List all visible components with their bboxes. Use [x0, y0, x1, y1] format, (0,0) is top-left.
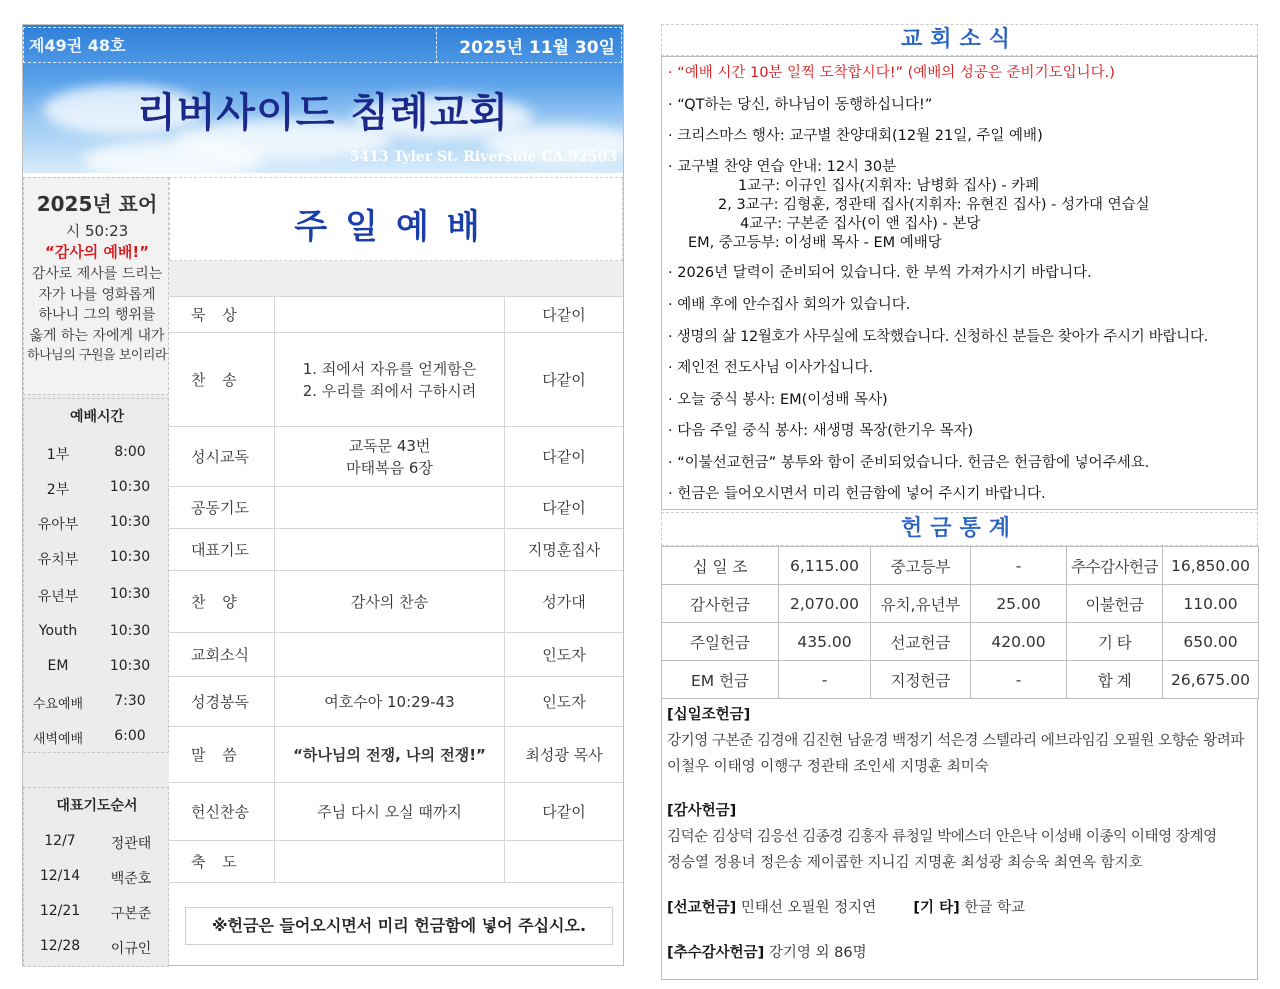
- practice-line: 1교구: 이규인 집사(지휘자: 남병화 집사) - 카페: [738, 178, 1040, 194]
- prayer-leader: 이규인: [110, 941, 152, 957]
- church-news: [661, 56, 1258, 510]
- news-item: · 오늘 중식 봉사: EM(이성배 목사): [668, 392, 888, 408]
- service-leader: 다같이: [542, 306, 586, 324]
- prayer-date: 12/14: [39, 868, 81, 884]
- news-item: · 제인전 전도사님 이사가십니다.: [668, 360, 874, 376]
- worship-time: 10:30: [109, 479, 151, 495]
- news-item: · 크리스마스 행사: 교구별 찬양대회(12월 21일, 주일 예배): [668, 128, 1043, 144]
- service-leader: 다같이: [542, 803, 586, 821]
- offering-category: 감사헌금: [662, 585, 779, 623]
- prayer-order-title: 대표기도순서: [56, 798, 138, 814]
- service-content: 주님 다시 오실 때까지: [275, 783, 505, 840]
- worship-time: 7:30: [114, 693, 146, 709]
- service-row: [169, 727, 623, 783]
- motto-verse: [26, 264, 168, 367]
- service-item: 성경봉독: [169, 677, 275, 726]
- offering-amount: 650.00: [1163, 623, 1259, 661]
- prayer-date: 12/21: [39, 903, 81, 919]
- offering-amount: 16,850.00: [1163, 547, 1259, 585]
- worship-time-row: [24, 577, 170, 612]
- service-content: 1. 죄에서 자유를 얻게함은 2. 우리를 죄에서 구하시려: [275, 333, 505, 426]
- service-item: 묵 상: [169, 297, 275, 332]
- service-row: [169, 571, 623, 633]
- verse-line: 하나니 그의 행위를: [38, 307, 156, 323]
- offering-category: 십 일 조: [662, 547, 779, 585]
- service-leader: 다같이: [542, 448, 586, 466]
- offering-amount: 110.00: [1163, 585, 1259, 623]
- offering-category: 지정헌금: [871, 661, 971, 699]
- worship-name: 1부: [46, 447, 70, 463]
- etc-names: 한글 학교: [964, 900, 1025, 916]
- offering-category: 주일헌금: [662, 623, 779, 661]
- service-spacer: [169, 261, 623, 297]
- offering-amount: 435.00: [779, 623, 871, 661]
- offering-row: [662, 661, 1259, 699]
- offering-amount: 420.00: [971, 623, 1067, 661]
- offering-amount: -: [779, 661, 871, 699]
- service-content: 교독문 43번 마태복음 6장: [275, 427, 505, 486]
- offering-amount: 26,675.00: [1163, 661, 1259, 699]
- worship-time-row: [24, 684, 170, 719]
- header-banner: [23, 25, 623, 173]
- bulletin-back-page: [661, 24, 1258, 980]
- offering-note: ※헌금은 들어오시면서 미리 헌금함에 넣어 주십시오.: [185, 907, 613, 945]
- worship-name: 유년부: [37, 589, 79, 605]
- service-item: 말 씀: [169, 727, 275, 782]
- prayer-order: [23, 787, 169, 967]
- service-row: [169, 297, 623, 333]
- news-item: · “QT하는 당신, 하나님이 동행하십니다!”: [668, 97, 933, 113]
- bulletin-front-page: [22, 24, 624, 966]
- service-item: 성시교독: [169, 427, 275, 486]
- news-item: · 다음 주일 중식 봉사: 새생명 목장(한기우 목자): [668, 423, 974, 439]
- thanks-label: [감사헌금]: [667, 803, 737, 819]
- harvest-label: [추수감사헌금]: [667, 945, 765, 961]
- worship-time: 6:00: [114, 728, 146, 744]
- service-item: 축 도: [169, 841, 275, 882]
- worship-time-row: [24, 719, 170, 754]
- tithe-names: 강기영 구본준 김경애 김진현 남윤경 백정기 석은경 스텔라리 에브라임김 오필원 오향순 왕려파: [667, 733, 1244, 749]
- worship-name: 2부: [46, 482, 70, 498]
- service-row: [169, 487, 623, 529]
- service-row: [169, 677, 623, 727]
- yearly-motto: [23, 177, 169, 395]
- worship-time: 10:30: [109, 586, 151, 602]
- worship-time: 10:30: [109, 623, 151, 639]
- offering-amount: 2,070.00: [779, 585, 871, 623]
- service-row: [169, 333, 623, 427]
- service-leader: 성가대: [542, 593, 586, 611]
- service-leader: 지명훈집사: [527, 541, 601, 559]
- worship-time-row: [24, 540, 170, 575]
- news-item: · 생명의 삶 12월호가 사무실에 도착했습니다. 신청하신 분들은 찾아가 주시기 바랍니다.: [668, 329, 1208, 345]
- offering-details: [661, 698, 1258, 980]
- prayer-order-row: [24, 859, 170, 894]
- mission-label: [선교헌금]: [667, 900, 737, 916]
- offering-category: 기 타: [1067, 623, 1163, 661]
- church-name: 리버사이드 침례교회: [137, 90, 509, 136]
- practice-line: EM, 중고등부: 이성배 목사 - EM 예배당: [688, 235, 942, 251]
- service-content: [275, 529, 505, 570]
- prayer-date: 12/7: [44, 833, 76, 849]
- bulletin-date: 2025년 11월 30일: [459, 38, 615, 58]
- worship-time: 10:30: [109, 658, 151, 674]
- service-content: 여호수아 10:29-43: [275, 677, 505, 726]
- service-item: 헌신찬송: [169, 783, 275, 840]
- worship-name: 수요예배: [32, 697, 84, 712]
- tithe-label: [십일조헌금]: [667, 707, 751, 723]
- service-item: 공동기도: [169, 487, 275, 528]
- verse-line: 옳게 하는 자에게 내가: [29, 327, 165, 344]
- offering-table: [661, 546, 1259, 699]
- offering-category: EM 헌금: [662, 661, 779, 699]
- offering-category: 추수감사헌금: [1067, 547, 1163, 585]
- tithe-names: 이철우 이태영 이행구 정관태 조인세 지명훈 최미숙: [667, 759, 989, 775]
- offering-amount: 6,115.00: [779, 547, 871, 585]
- thanks-names: 정승열 정용녀 정은송 제이콥한 지니김 지명훈 최성광 최승욱 최연옥 함지호: [667, 855, 1143, 871]
- offering-category: 선교헌금: [871, 623, 971, 661]
- prayer-leader: 백준호: [110, 871, 152, 887]
- motto-year: 2025년 표어: [36, 192, 158, 216]
- service-row: [169, 633, 623, 677]
- news-item: · 교구별 찬양 연습 안내: 12시 30분: [668, 159, 897, 175]
- mission-names: 민태선 오필원 정지연: [740, 900, 877, 916]
- service-content: [275, 487, 505, 528]
- service-row: [169, 427, 623, 487]
- worship-time: 10:30: [109, 514, 151, 530]
- service-leader: 최성광 목사: [525, 746, 603, 764]
- worship-time-row: [24, 649, 170, 684]
- service-item: 대표기도: [169, 529, 275, 570]
- offering-row: [662, 585, 1259, 623]
- harvest-names: 강기영 외 86명: [768, 945, 867, 961]
- worship-time: 8:00: [114, 444, 146, 460]
- motto-title: “감사의 예배!”: [44, 243, 150, 261]
- harvest-offering: [667, 941, 867, 962]
- prayer-order-row: [24, 929, 170, 964]
- service-leader: 다같이: [542, 371, 586, 389]
- news-item: · “이불선교헌금” 봉투와 함이 준비되었습니다. 헌금은 헌금함에 넣어주세요.: [668, 455, 1150, 471]
- worship-time-row: [24, 505, 170, 540]
- thanks-names: 김덕순 김상덕 김응선 김종경 김홍자 류청일 박에스더 안은낙 이성배 이종익 이태영 장계영: [667, 829, 1217, 845]
- service-item: 찬 송: [169, 333, 275, 426]
- offering-category: 이불헌금: [1067, 585, 1163, 623]
- offering-category: 중고등부: [871, 547, 971, 585]
- mission-offering: [667, 896, 1025, 917]
- service-row: [169, 841, 623, 883]
- church-address: 5413 Tyler St. Riverside CA.92503: [349, 149, 617, 165]
- worship-name: 유치부: [37, 552, 79, 568]
- service-item: 교회소식: [169, 633, 275, 676]
- etc-label: [기 타]: [913, 900, 960, 916]
- sidebar: [23, 177, 169, 967]
- worship-time: 10:30: [109, 549, 151, 565]
- offering-row: [662, 547, 1259, 585]
- verse-line: 자가 나를 영화롭게: [38, 286, 156, 303]
- news-title: 교회소식: [661, 24, 1258, 56]
- volume-number: 제49권 48호: [29, 36, 126, 55]
- worship-name: 유아부: [37, 517, 79, 533]
- offering-stats-title: 헌금통계: [661, 512, 1258, 546]
- verse-line: 하나님의 구원을 보이리라: [27, 348, 167, 363]
- news-item: · 예배 후에 안수집사 회의가 있습니다.: [668, 297, 911, 313]
- motto-reference: 시 50:23: [65, 222, 129, 240]
- service-title: 주일예배: [169, 177, 623, 261]
- news-item: · 헌금은 들어오시면서 미리 헌금함에 넣어 주시기 바랍니다.: [668, 486, 1046, 502]
- order-of-service: [169, 177, 623, 967]
- worship-time-row: [24, 470, 170, 505]
- service-content: [275, 841, 505, 882]
- news-item: · “예배 시간 10분 일찍 도착합시다!” (예배의 성공은 준비기도입니다.): [668, 65, 1115, 81]
- prayer-date: 12/28: [39, 938, 81, 954]
- practice-line: 2, 3교구: 김형훈, 정관태 집사(지휘자: 유현진 집사) - 성가대 연습실: [718, 197, 1150, 213]
- offering-row: [662, 623, 1259, 661]
- verse-line: 감사로 제사를 드리는: [31, 266, 163, 282]
- service-leader: 다같이: [542, 499, 586, 517]
- offering-category: 유치,유년부: [871, 585, 971, 623]
- service-content: [275, 297, 505, 332]
- prayer-order-row: [24, 894, 170, 929]
- practice-line: 4교구: 구본준 집사(이 앤 집사) - 본당: [740, 216, 981, 232]
- service-row: [169, 529, 623, 571]
- service-leader: [505, 841, 623, 882]
- prayer-leader: 정관태: [110, 836, 152, 852]
- service-leader: 인도자: [542, 693, 586, 711]
- service-leader: 인도자: [542, 646, 586, 664]
- service-row: [169, 783, 623, 841]
- offering-category: 합 계: [1067, 661, 1163, 699]
- prayer-order-row: [24, 824, 170, 859]
- worship-times: [23, 398, 169, 753]
- prayer-leader: 구본준: [110, 906, 152, 922]
- offering-amount: 25.00: [971, 585, 1067, 623]
- worship-name: EM: [47, 658, 69, 674]
- worship-name: 새벽예배: [32, 732, 84, 747]
- worship-time-row: [24, 435, 170, 470]
- offering-amount: -: [971, 661, 1067, 699]
- service-content: “하나님의 전쟁, 나의 전쟁!”: [275, 727, 505, 782]
- worship-times-title: 예배시간: [69, 409, 125, 425]
- news-item: · 2026년 달력이 준비되어 있습니다. 한 부씩 가져가시기 바랍니다.: [668, 265, 1092, 281]
- service-content: [275, 633, 505, 676]
- offering-amount: -: [971, 547, 1067, 585]
- worship-time-row: [24, 614, 170, 649]
- service-content: 감사의 찬송: [275, 571, 505, 632]
- worship-name: Youth: [38, 623, 78, 639]
- service-item: 찬 양: [169, 571, 275, 632]
